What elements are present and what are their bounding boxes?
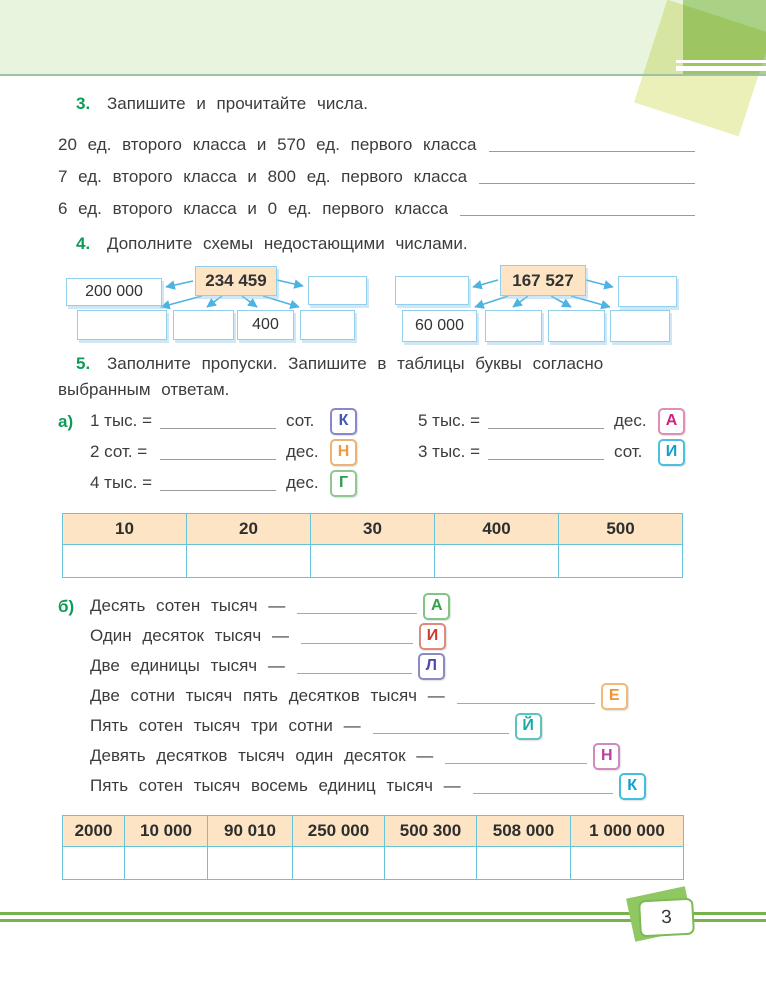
table-a-header: 400: [435, 514, 559, 545]
scheme1-bottom-box-1[interactable]: [77, 310, 167, 340]
equation-text: 1 тыс. =: [90, 411, 153, 430]
answer-cell[interactable]: [311, 545, 435, 578]
scheme2-bottom-box-3[interactable]: [548, 310, 605, 342]
table-b-header-row: [63, 816, 684, 847]
scheme1-right-box[interactable]: [308, 276, 367, 305]
write-in-blank[interactable]: [488, 414, 604, 429]
item-text: Пять сотен тысяч три сотни —: [90, 716, 361, 735]
scheme2-bottom-box-4[interactable]: [610, 310, 670, 342]
letter-box: И: [419, 623, 446, 650]
part-b-label: б): [58, 597, 75, 616]
task4-header: [76, 234, 468, 254]
equation-text: 2 сот. =: [90, 442, 148, 461]
answer-cell[interactable]: [63, 545, 187, 578]
letter-box: Й: [515, 713, 542, 740]
table-b-header: 1 000 000: [571, 816, 684, 847]
part-b-row-5: [90, 713, 542, 739]
answer-cell[interactable]: [435, 545, 559, 578]
letter-box: Г: [330, 470, 357, 497]
scheme1-bottom-box-4[interactable]: [300, 310, 355, 340]
part-b-row-4: [90, 683, 628, 709]
write-in-blank[interactable]: [479, 182, 695, 184]
letter-box: К: [619, 773, 646, 800]
answer-cell[interactable]: [208, 847, 293, 880]
table-b-header: 508 000: [477, 816, 571, 847]
equation-text: 4 тыс. =: [90, 473, 153, 492]
table-b-header: 10 000: [125, 816, 208, 847]
part-a-row: [90, 470, 357, 496]
table-b-answer-row: [63, 847, 684, 880]
number-scheme-2: [393, 260, 683, 345]
write-in-blank[interactable]: [373, 719, 509, 734]
corner-white-stripe: [676, 60, 766, 63]
write-in-blank[interactable]: [445, 749, 587, 764]
write-in-blank[interactable]: [160, 476, 276, 491]
equation-text: 5 тыс. =: [418, 411, 481, 430]
table-a-header-row: [63, 514, 683, 545]
scheme2-right-box[interactable]: [618, 276, 677, 307]
task3-line-1: [58, 135, 695, 155]
part-a-row: [418, 408, 685, 434]
scheme1-center-box: 234 459: [195, 266, 277, 296]
answer-cell[interactable]: [571, 847, 684, 880]
scheme2-left-box[interactable]: [395, 276, 469, 305]
task3-line-2-text: 7 ед. второго класса и 800 ед. первого класса: [58, 167, 468, 186]
write-in-blank[interactable]: [160, 414, 276, 429]
write-in-blank[interactable]: [160, 445, 276, 460]
scheme1-bottom-box-2[interactable]: [173, 310, 234, 340]
table-b-header: 2000: [63, 816, 125, 847]
unit-text: дес.: [286, 442, 319, 461]
unit-text: сот.: [286, 411, 315, 430]
part-b-row-7: [90, 773, 646, 799]
table-a-answer-row: [63, 545, 683, 578]
task4-number: 4.: [76, 234, 91, 253]
letter-box: Н: [593, 743, 620, 770]
answer-cell[interactable]: [477, 847, 571, 880]
letter-box: К: [330, 408, 357, 435]
part-a-label: а): [58, 412, 74, 431]
write-in-blank[interactable]: [473, 779, 613, 794]
part-b-row-3: [90, 653, 445, 679]
task3-line-3-text: 6 ед. второго класса и 0 ед. первого класса: [58, 199, 449, 218]
write-in-blank[interactable]: [457, 689, 595, 704]
scheme2-bottom-box-2[interactable]: [485, 310, 542, 342]
answer-cell[interactable]: [385, 847, 477, 880]
scheme1-bottom-box-3: 400: [237, 310, 294, 340]
write-in-blank[interactable]: [301, 629, 413, 644]
part-a-right-column: [418, 408, 685, 470]
answer-cell[interactable]: [187, 545, 311, 578]
table-a-header: 500: [559, 514, 683, 545]
unit-text: дес.: [286, 473, 319, 492]
task4-title: Дополните схемы недостающими числами.: [107, 234, 468, 253]
part-a-row: [90, 408, 357, 434]
table-a-header: 20: [187, 514, 311, 545]
letter-box: И: [658, 439, 685, 466]
answer-table-a: [62, 513, 683, 578]
answer-cell[interactable]: [559, 545, 683, 578]
part-b-row-1: [90, 593, 450, 619]
table-a-header: 10: [63, 514, 187, 545]
task5-header: [76, 354, 603, 374]
part-b-row-2: [90, 623, 446, 649]
item-text: Один десяток тысяч —: [90, 626, 289, 645]
write-in-blank[interactable]: [297, 659, 412, 674]
item-text: Десять сотен тысяч —: [90, 596, 286, 615]
write-in-blank[interactable]: [488, 445, 604, 460]
item-text: Две единицы тысяч —: [90, 656, 285, 675]
answer-table-b: [62, 815, 684, 880]
equation-text: 3 тыс. =: [418, 442, 481, 461]
write-in-blank[interactable]: [489, 150, 695, 152]
letter-box: Л: [418, 653, 445, 680]
item-text: Две сотни тысяч пять десятков тысяч —: [90, 686, 445, 705]
number-scheme-1: [60, 260, 370, 345]
task3-line-1-text: 20 ед. второго класса и 570 ед. первого класса: [58, 135, 477, 154]
letter-box: Е: [601, 683, 628, 710]
table-a-header: 30: [311, 514, 435, 545]
part-a-row: [90, 439, 357, 465]
answer-cell[interactable]: [125, 847, 208, 880]
table-b-header: 500 300: [385, 816, 477, 847]
letter-box: А: [658, 408, 685, 435]
item-text: Пять сотен тысяч восемь единиц тысяч —: [90, 776, 461, 795]
item-text: Девять десятков тысяч один десяток —: [90, 746, 434, 765]
write-in-blank[interactable]: [297, 599, 417, 614]
task3-header: [76, 94, 368, 114]
part-a-left-column: [90, 408, 357, 501]
write-in-blank[interactable]: [460, 214, 695, 216]
task3-line-2: [58, 167, 695, 187]
scheme1-left-box: 200 000: [66, 278, 162, 306]
table-b-header: 250 000: [293, 816, 385, 847]
scheme2-center-box: 167 527: [500, 265, 586, 296]
task3-number: 3.: [76, 94, 91, 113]
band-bottom-edge: [0, 74, 766, 76]
task3-title: Запишите и прочитайте числа.: [107, 94, 368, 113]
table-b-header: 90 010: [208, 816, 293, 847]
task5-title-line2: выбранным ответам.: [58, 380, 230, 399]
page-number: 3: [638, 898, 695, 938]
task5-title-line1: Заполните пропуски. Запишите в таблицы буквы согласно: [107, 354, 604, 373]
answer-cell[interactable]: [293, 847, 385, 880]
unit-text: дес.: [614, 411, 647, 430]
task5-number: 5.: [76, 354, 91, 373]
unit-text: сот.: [614, 442, 643, 461]
task3-line-3: [58, 199, 695, 219]
corner-white-stripe: [676, 66, 766, 71]
letter-box: А: [423, 593, 450, 620]
letter-box: Н: [330, 439, 357, 466]
answer-cell[interactable]: [63, 847, 125, 880]
part-a-row: [418, 439, 685, 465]
part-b-row-6: [90, 743, 620, 769]
scheme2-bottom-box-1: 60 000: [402, 310, 477, 342]
